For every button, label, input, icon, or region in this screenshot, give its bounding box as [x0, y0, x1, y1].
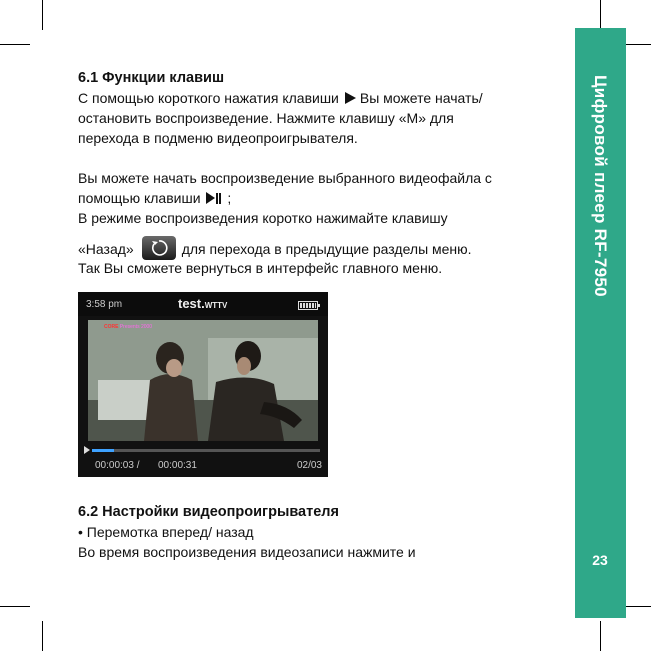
bullet-item: • Перемотка вперед/ назад [78, 524, 254, 540]
side-title: Цифровой плеер RF-7950 [591, 75, 610, 297]
file-ext-text: WTTV [204, 301, 228, 310]
paragraph-text: С помощью короткого нажатия клавиши [78, 90, 339, 106]
paragraph-line: Во время воспроизведения видеозаписи нажмите и [78, 544, 416, 560]
player-clock: 3:58 pm [86, 299, 123, 310]
paragraph-line: Вы можете начать воспроизведение выбранного видеофайла с [78, 170, 492, 186]
player-status-bar [78, 292, 328, 316]
paragraph-line: В режиме воспроизведения коротко нажимайте клавишу [78, 210, 448, 226]
play-icon [84, 446, 90, 454]
paragraph-text: «Назад» [78, 241, 134, 257]
caption-text: Presents 2000 [119, 324, 153, 330]
video-frame [88, 320, 318, 441]
crop-mark [0, 606, 30, 607]
time-current: 00:00:03 / [95, 460, 140, 471]
caption-brand: CORE [104, 324, 119, 330]
crop-mark [622, 606, 651, 607]
paragraph-text: ; [227, 190, 232, 206]
paragraph-text: для перехода в предыдущие разделы меню. [181, 241, 472, 257]
paragraph-line [78, 88, 483, 108]
crop-mark [42, 621, 43, 651]
video-frame-image [88, 320, 318, 441]
crop-mark [600, 0, 601, 30]
player-screenshot [78, 292, 328, 477]
paragraph-line [78, 188, 231, 209]
page-number: 23 [592, 552, 608, 568]
video-caption [104, 324, 152, 330]
back-button-icon [142, 236, 176, 260]
crop-mark [600, 621, 601, 651]
paragraph-line: Так Вы сможете вернуться в интерфейс главного меню. [78, 260, 443, 276]
crop-mark [0, 44, 30, 45]
paragraph-line [78, 236, 472, 260]
play-icon [345, 92, 356, 104]
crop-mark [622, 44, 651, 45]
progress-bar [92, 449, 320, 452]
progress-fill [92, 449, 114, 452]
player-file-name [178, 296, 227, 311]
section-1-heading: 6.1 Функции клавиш [78, 70, 225, 86]
paragraph-line: остановить воспроизведение. Нажмите клавишу «М» для [78, 110, 454, 126]
paragraph-line: перехода в подменю видеопроигрывателя. [78, 130, 358, 146]
paragraph-text: Вы можете начать/ [359, 90, 483, 106]
player-controls [78, 444, 328, 477]
file-name-text: test. [178, 296, 205, 311]
crop-mark [42, 0, 43, 30]
time-total: 00:00:31 [158, 460, 197, 471]
section-2-heading: 6.2 Настройки видеопроигрывателя [78, 504, 339, 520]
battery-icon [298, 301, 318, 310]
file-counter: 02/03 [296, 460, 322, 471]
paragraph-text: помощью клавиши [78, 190, 201, 206]
play-pause-icon [206, 189, 221, 209]
